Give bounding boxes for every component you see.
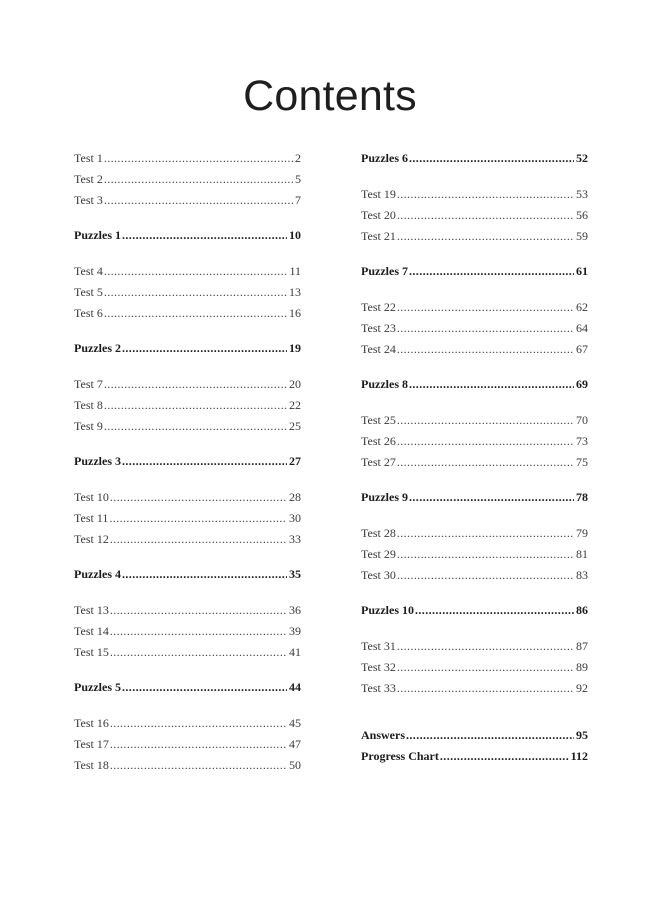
dot-leader	[110, 734, 287, 755]
dot-leader	[104, 303, 287, 324]
toc-entry-test-8	[74, 395, 301, 416]
toc-entry-label: Test 30	[361, 568, 396, 582]
toc-entry-label: Puzzles 5	[74, 680, 121, 694]
contents-column-right	[361, 148, 588, 767]
dot-leader	[409, 487, 574, 508]
toc-entry-label: Test 9	[74, 419, 103, 433]
toc-entry-test-14	[74, 621, 301, 642]
toc-entry-label: Test 8	[74, 398, 103, 412]
toc-entry-test-31	[361, 636, 588, 657]
toc-entry-label: Test 26	[361, 434, 396, 448]
dot-leader	[397, 184, 574, 205]
toc-entry-page-number: 69	[576, 377, 588, 391]
dot-leader	[397, 657, 574, 678]
dot-leader	[110, 621, 287, 642]
dot-leader	[104, 190, 293, 211]
toc-entry-test-4	[74, 261, 301, 282]
toc-entry-page-number: 52	[576, 151, 588, 165]
dot-leader	[397, 297, 574, 318]
toc-entry-puzzles-7	[361, 261, 588, 282]
toc-entry-puzzles-8	[361, 374, 588, 395]
toc-entry-page-number: 10	[289, 228, 301, 242]
toc-entry-page-number: 64	[576, 321, 588, 335]
toc-entry-puzzles-1	[74, 225, 301, 246]
dot-leader	[104, 416, 287, 437]
toc-entry-label: Puzzles 2	[74, 341, 121, 355]
toc-entry-page-number: 36	[289, 603, 301, 617]
toc-entry-label: Test 29	[361, 547, 396, 561]
dot-leader	[397, 544, 574, 565]
dot-leader	[104, 374, 287, 395]
toc-entry-test-22	[361, 297, 588, 318]
toc-entry-page-number: 13	[289, 285, 301, 299]
dot-leader	[110, 642, 287, 663]
toc-entry-label: Test 14	[74, 624, 109, 638]
toc-entry-page-number: 7	[295, 193, 301, 207]
page-title: Contents	[243, 72, 417, 120]
toc-entry-label: Test 13	[74, 603, 109, 617]
dot-leader	[409, 148, 574, 169]
dot-leader	[104, 148, 293, 169]
toc-entry-page-number: 41	[289, 645, 301, 659]
toc-entry-label: Answers	[361, 728, 405, 742]
dot-leader	[397, 523, 574, 544]
dot-leader	[104, 261, 288, 282]
toc-entry-test-16	[74, 713, 301, 734]
dot-leader	[104, 395, 287, 416]
toc-entry-page-number: 81	[576, 547, 588, 561]
toc-entry-test-3	[74, 190, 301, 211]
toc-entry-page-number: 35	[289, 567, 301, 581]
toc-entry-page-number: 27	[289, 454, 301, 468]
toc-entry-puzzles-6	[361, 148, 588, 169]
toc-entry-label: Test 1	[74, 151, 103, 165]
dot-leader	[397, 636, 574, 657]
toc-entry-label: Test 20	[361, 208, 396, 222]
dot-leader	[110, 755, 287, 776]
toc-entry-puzzles-3	[74, 451, 301, 472]
toc-entry-test-24	[361, 339, 588, 360]
toc-entry-progress-chart	[361, 746, 588, 767]
toc-entry-test-9	[74, 416, 301, 437]
toc-entry-test-30	[361, 565, 588, 586]
toc-entry-puzzles-4	[74, 564, 301, 585]
toc-entry-label: Test 6	[74, 306, 103, 320]
toc-entry-label: Test 11	[74, 511, 109, 525]
dot-leader	[110, 529, 287, 550]
dot-leader	[104, 282, 287, 303]
dot-leader	[122, 564, 287, 585]
toc-entry-label: Test 33	[361, 681, 396, 695]
toc-entry-label: Test 22	[361, 300, 396, 314]
dot-leader	[110, 487, 287, 508]
toc-entry-page-number: 5	[295, 172, 301, 186]
toc-entry-puzzles-10	[361, 600, 588, 621]
dot-leader	[109, 508, 287, 529]
toc-entry-page-number: 87	[576, 639, 588, 653]
toc-entry-page-number: 50	[289, 758, 301, 772]
dot-leader	[122, 225, 287, 246]
toc-entry-test-18	[74, 755, 301, 776]
toc-entry-page-number: 61	[576, 264, 588, 278]
toc-entry-page-number: 53	[576, 187, 588, 201]
dot-leader	[409, 374, 574, 395]
dot-leader	[397, 431, 574, 452]
dot-leader	[397, 678, 574, 699]
toc-entry-label: Puzzles 7	[361, 264, 408, 278]
dot-leader	[122, 677, 287, 698]
toc-entry-page-number: 25	[289, 419, 301, 433]
contents-column-left	[74, 148, 301, 776]
dot-leader	[122, 338, 287, 359]
toc-entry-page-number: 75	[576, 455, 588, 469]
toc-entry-test-32	[361, 657, 588, 678]
toc-entry-label: Test 5	[74, 285, 103, 299]
toc-entry-label: Test 21	[361, 229, 396, 243]
toc-entry-page-number: 86	[576, 603, 588, 617]
toc-entry-test-5	[74, 282, 301, 303]
toc-entry-label: Puzzles 1	[74, 228, 121, 242]
toc-entry-test-25	[361, 410, 588, 431]
toc-entry-label: Test 27	[361, 455, 396, 469]
toc-entry-label: Test 23	[361, 321, 396, 335]
toc-entry-page-number: 62	[576, 300, 588, 314]
toc-entry-test-10	[74, 487, 301, 508]
toc-entry-label: Test 31	[361, 639, 396, 653]
toc-entry-label: Puzzles 9	[361, 490, 408, 504]
toc-entry-label: Puzzles 6	[361, 151, 408, 165]
toc-entry-test-7	[74, 374, 301, 395]
toc-entry-puzzles-5	[74, 677, 301, 698]
toc-entry-label: Test 12	[74, 532, 109, 546]
toc-entry-page-number: 45	[289, 716, 301, 730]
dot-leader	[397, 339, 574, 360]
toc-entry-page-number: 19	[289, 341, 301, 355]
toc-entry-test-20	[361, 205, 588, 226]
dot-leader	[397, 205, 574, 226]
toc-entry-label: Test 19	[361, 187, 396, 201]
toc-entry-page-number: 39	[289, 624, 301, 638]
toc-entry-page-number: 22	[289, 398, 301, 412]
toc-entry-label: Test 16	[74, 716, 109, 730]
dot-leader	[397, 410, 574, 431]
toc-entry-page-number: 30	[289, 511, 301, 525]
toc-entry-test-28	[361, 523, 588, 544]
dot-leader	[110, 713, 287, 734]
toc-entry-label: Test 2	[74, 172, 103, 186]
toc-entry-page-number: 56	[576, 208, 588, 222]
toc-entry-test-17	[74, 734, 301, 755]
toc-entry-page-number: 2	[295, 151, 301, 165]
toc-entry-label: Test 18	[74, 758, 109, 772]
toc-entry-label: Test 32	[361, 660, 396, 674]
toc-entry-answers	[361, 725, 588, 746]
toc-entry-test-1	[74, 148, 301, 169]
toc-entry-puzzles-2	[74, 338, 301, 359]
toc-entry-page-number: 67	[576, 342, 588, 356]
toc-entry-label: Puzzles 10	[361, 603, 414, 617]
toc-entry-label: Test 4	[74, 264, 103, 278]
toc-entry-label: Test 24	[361, 342, 396, 356]
toc-entry-test-15	[74, 642, 301, 663]
dot-leader	[397, 452, 574, 473]
toc-entry-test-33	[361, 678, 588, 699]
toc-entry-page-number: 44	[289, 680, 301, 694]
toc-entry-test-13	[74, 600, 301, 621]
toc-entry-page-number: 89	[576, 660, 588, 674]
toc-entry-label: Test 28	[361, 526, 396, 540]
dot-leader	[409, 261, 574, 282]
toc-entry-label: Test 25	[361, 413, 396, 427]
toc-entry-label: Progress Chart	[361, 749, 439, 763]
toc-entry-puzzles-9	[361, 487, 588, 508]
toc-entry-page-number: 83	[576, 568, 588, 582]
toc-entry-page-number: 73	[576, 434, 588, 448]
toc-entry-test-2	[74, 169, 301, 190]
toc-entry-test-27	[361, 452, 588, 473]
toc-entry-page-number: 47	[289, 737, 301, 751]
dot-leader	[397, 226, 574, 247]
dot-leader	[104, 169, 293, 190]
toc-entry-page-number: 16	[289, 306, 301, 320]
toc-entry-label: Test 17	[74, 737, 109, 751]
toc-entry-test-12	[74, 529, 301, 550]
toc-entry-test-23	[361, 318, 588, 339]
toc-entry-label: Puzzles 4	[74, 567, 121, 581]
toc-entry-test-29	[361, 544, 588, 565]
toc-entry-label: Test 3	[74, 193, 103, 207]
dot-leader	[415, 600, 574, 621]
toc-entry-test-6	[74, 303, 301, 324]
toc-entry-page-number: 11	[289, 264, 301, 278]
toc-entry-page-number: 78	[576, 490, 588, 504]
toc-entry-page-number: 79	[576, 526, 588, 540]
toc-entry-label: Test 10	[74, 490, 109, 504]
toc-entry-page-number: 28	[289, 490, 301, 504]
toc-entry-label: Puzzles 8	[361, 377, 408, 391]
toc-entry-page-number: 112	[570, 749, 588, 763]
dot-leader	[397, 318, 574, 339]
toc-entry-test-21	[361, 226, 588, 247]
toc-entry-page-number: 70	[576, 413, 588, 427]
toc-entry-test-26	[361, 431, 588, 452]
dot-leader	[406, 725, 574, 746]
toc-entry-label: Test 7	[74, 377, 103, 391]
dot-leader	[122, 451, 287, 472]
toc-entry-page-number: 20	[289, 377, 301, 391]
toc-entry-label: Test 15	[74, 645, 109, 659]
toc-entry-page-number: 92	[576, 681, 588, 695]
toc-entry-test-11	[74, 508, 301, 529]
dot-leader	[440, 746, 569, 767]
toc-entry-test-19	[361, 184, 588, 205]
toc-entry-page-number: 95	[576, 728, 588, 742]
toc-entry-page-number: 33	[289, 532, 301, 546]
dot-leader	[110, 600, 287, 621]
toc-entry-page-number: 59	[576, 229, 588, 243]
toc-entry-label: Puzzles 3	[74, 454, 121, 468]
dot-leader	[397, 565, 574, 586]
